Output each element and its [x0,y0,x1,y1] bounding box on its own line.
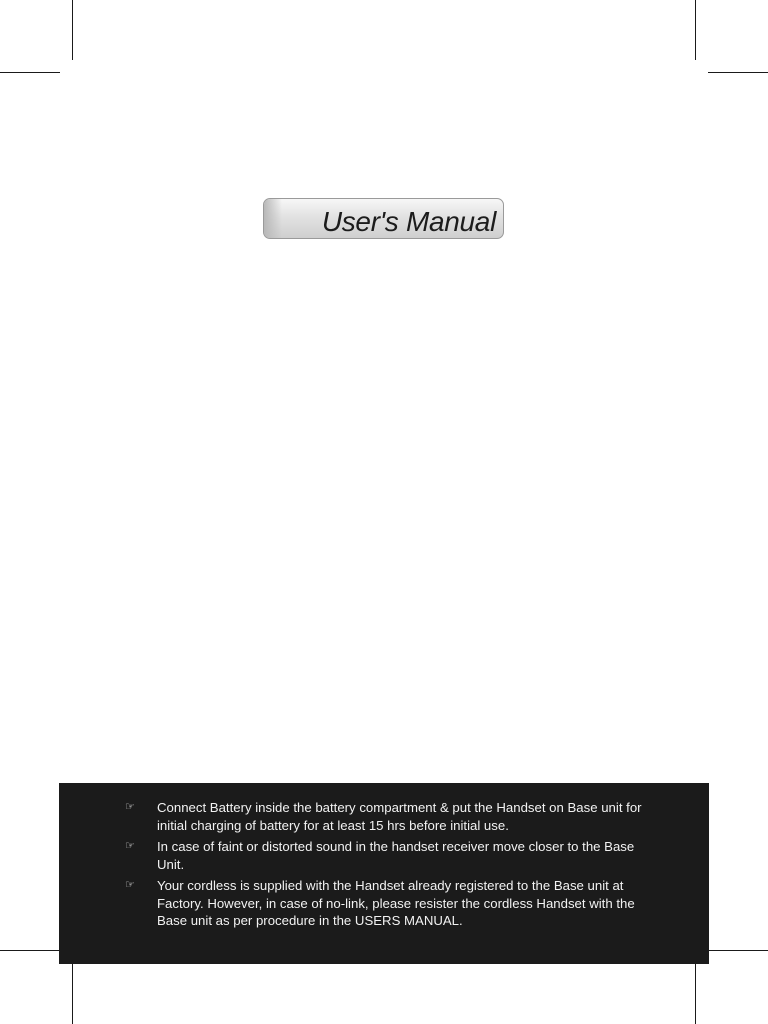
crop-mark-bottom-left-horizontal [0,950,60,951]
crop-mark-top-right-vertical [695,0,696,60]
pointing-hand-icon: ☞ [125,879,135,891]
note-text: Connect Battery inside the battery compartment & put the Handset on Base unit for initial charging of battery for at least 15 hrs before initial use. [157,800,642,833]
info-box [59,783,709,964]
crop-mark-bottom-left-vertical [72,964,73,1024]
crop-mark-bottom-right-horizontal [708,950,768,951]
crop-mark-top-left-horizontal [0,72,60,73]
pointing-hand-icon: ☞ [125,801,135,813]
list-item [125,838,645,873]
crop-mark-top-left-vertical [72,0,73,60]
list-item [125,799,645,834]
note-text: Your cordless is supplied with the Handset already registered to the Base unit at Factory. However, in case of no-link, please resister the cordless Handset with the Base unit as per procedure in the USERS MANUAL. [157,878,635,928]
list-item [125,877,645,930]
title-badge [263,198,504,239]
page-title: User's Manual [321,206,496,237]
notes-list [125,799,645,934]
crop-mark-top-right-horizontal [708,72,768,73]
note-text: In case of faint or distorted sound in the handset receiver move closer to the Base Unit. [157,839,635,872]
pointing-hand-icon: ☞ [125,840,135,852]
crop-mark-bottom-right-vertical [695,964,696,1024]
